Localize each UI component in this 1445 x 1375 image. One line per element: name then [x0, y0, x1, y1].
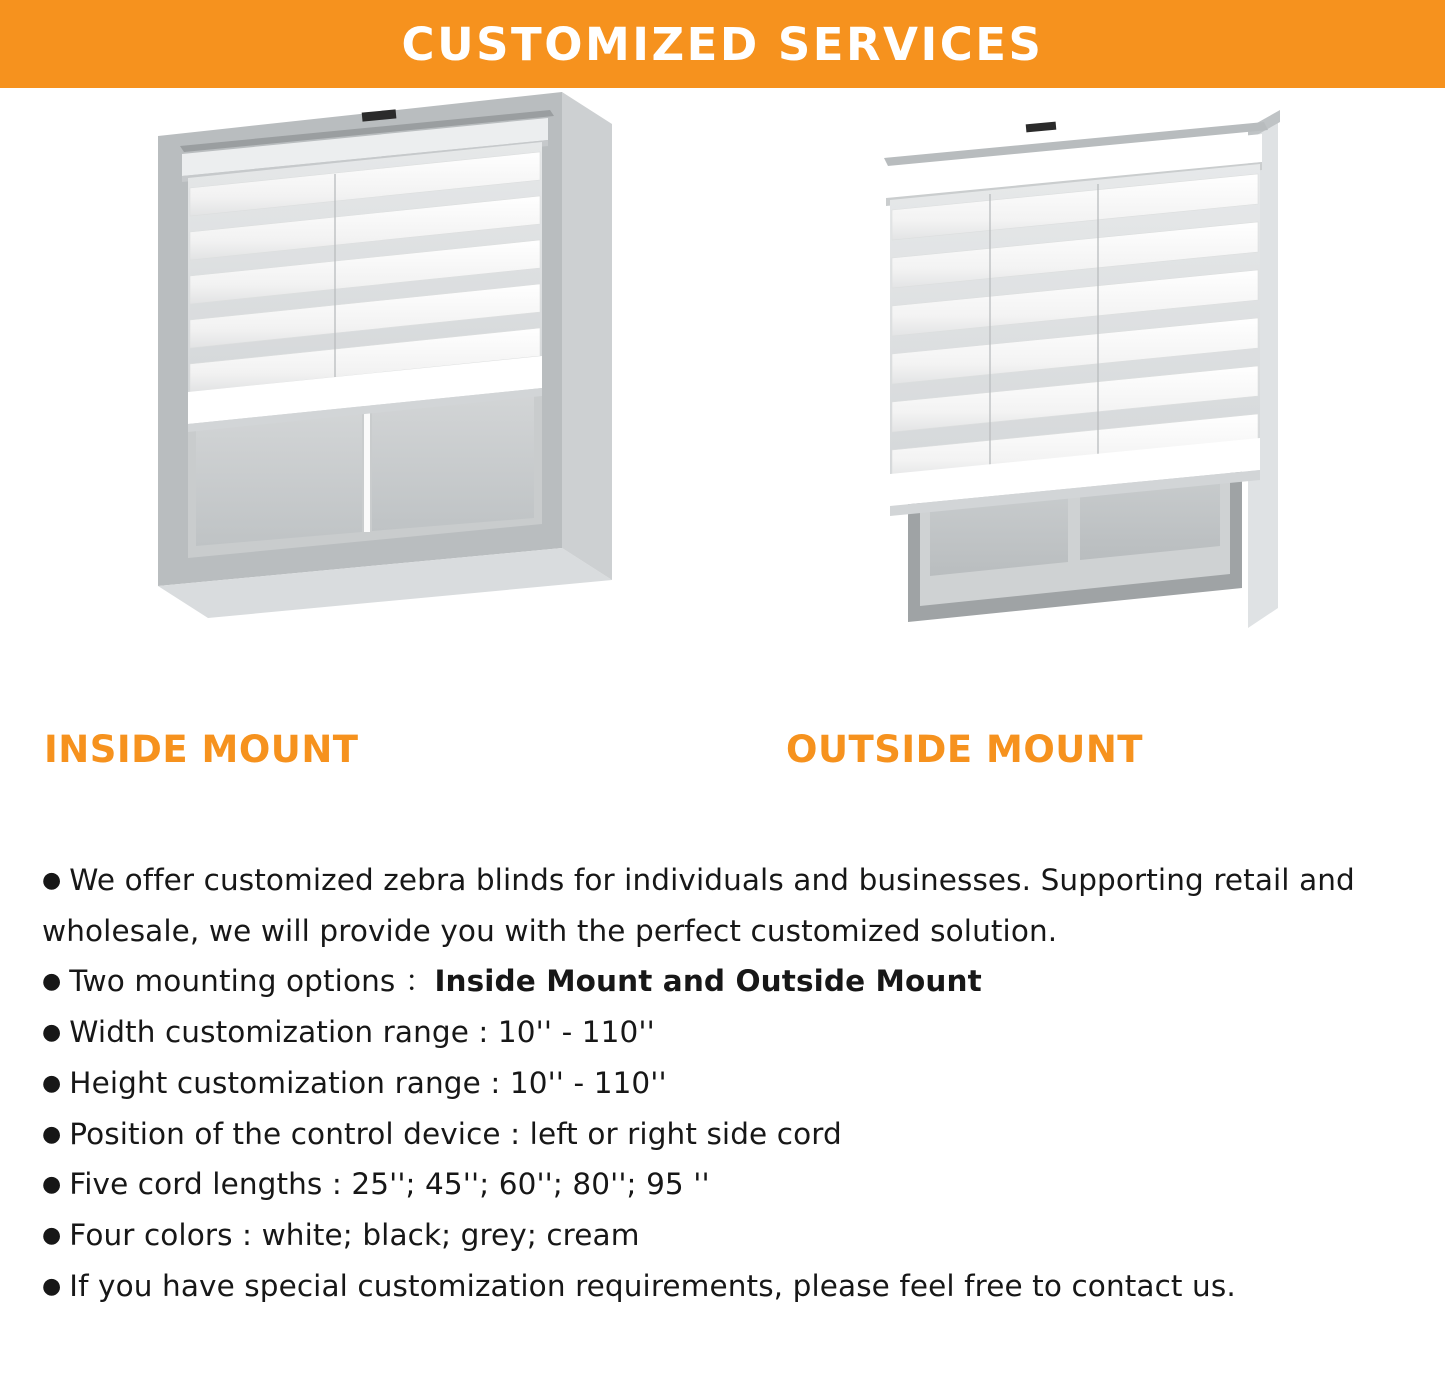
- bullet-dot-icon: ●: [42, 868, 62, 893]
- bullet-dot-icon: ●: [42, 1172, 62, 1198]
- bullet-mounting-options-text: Two mounting options ：: [69, 964, 435, 999]
- mount-label-row: [0, 728, 1445, 808]
- bullet-cord-lengths-text: Five cord lengths : 25''; 45''; 60''; 80''; 95 '': [69, 1167, 710, 1202]
- list-item: [42, 1159, 1425, 1210]
- list-item: [42, 855, 1425, 956]
- list-item: [42, 1058, 1425, 1109]
- list-item: [42, 1109, 1425, 1160]
- inside-mount-label: INSIDE MOUNT: [44, 728, 359, 771]
- bullet-dot-icon: ●: [42, 1070, 62, 1096]
- list-item: [42, 1007, 1425, 1058]
- inside-mount-illustration: [150, 88, 620, 628]
- bullet-contact-text: If you have special customization requirements, please feel free to contact us.: [69, 1268, 1236, 1303]
- page-title: CUSTOMIZED SERVICES: [401, 17, 1044, 71]
- outside-mount-illustration: [850, 88, 1320, 688]
- bullet-dot-icon: ●: [42, 969, 62, 995]
- bullet-offer-text: We offer customized zebra blinds for individuals and businesses. Supporting retail and wholesale, we will provide you with the perfect customized solution.: [42, 863, 1355, 948]
- outside-mount-label: OUTSIDE MOUNT: [786, 728, 1144, 771]
- bullet-mounting-options-emphasis: Inside Mount and Outside Mount: [434, 964, 982, 999]
- bullet-dot-icon: ●: [42, 1223, 62, 1249]
- feature-list: [42, 855, 1425, 1312]
- bullet-height-range-text: Height customization range : 10'' - 110'': [69, 1065, 667, 1100]
- list-item: [42, 1210, 1425, 1261]
- bullet-dot-icon: ●: [42, 1020, 62, 1046]
- bullet-control-position-text: Position of the control device : left or right side cord: [69, 1116, 842, 1151]
- illustration-row: [0, 88, 1445, 728]
- list-item: [42, 956, 1425, 1007]
- list-item: [42, 1261, 1425, 1312]
- bullet-width-range-text: Width customization range : 10'' - 110'': [69, 1015, 655, 1050]
- bullet-dot-icon: ●: [42, 1121, 62, 1147]
- bullet-dot-icon: ●: [42, 1273, 62, 1299]
- header-banner: [0, 0, 1445, 88]
- bullet-colors-text: Four colors : white; black; grey; cream: [69, 1218, 640, 1253]
